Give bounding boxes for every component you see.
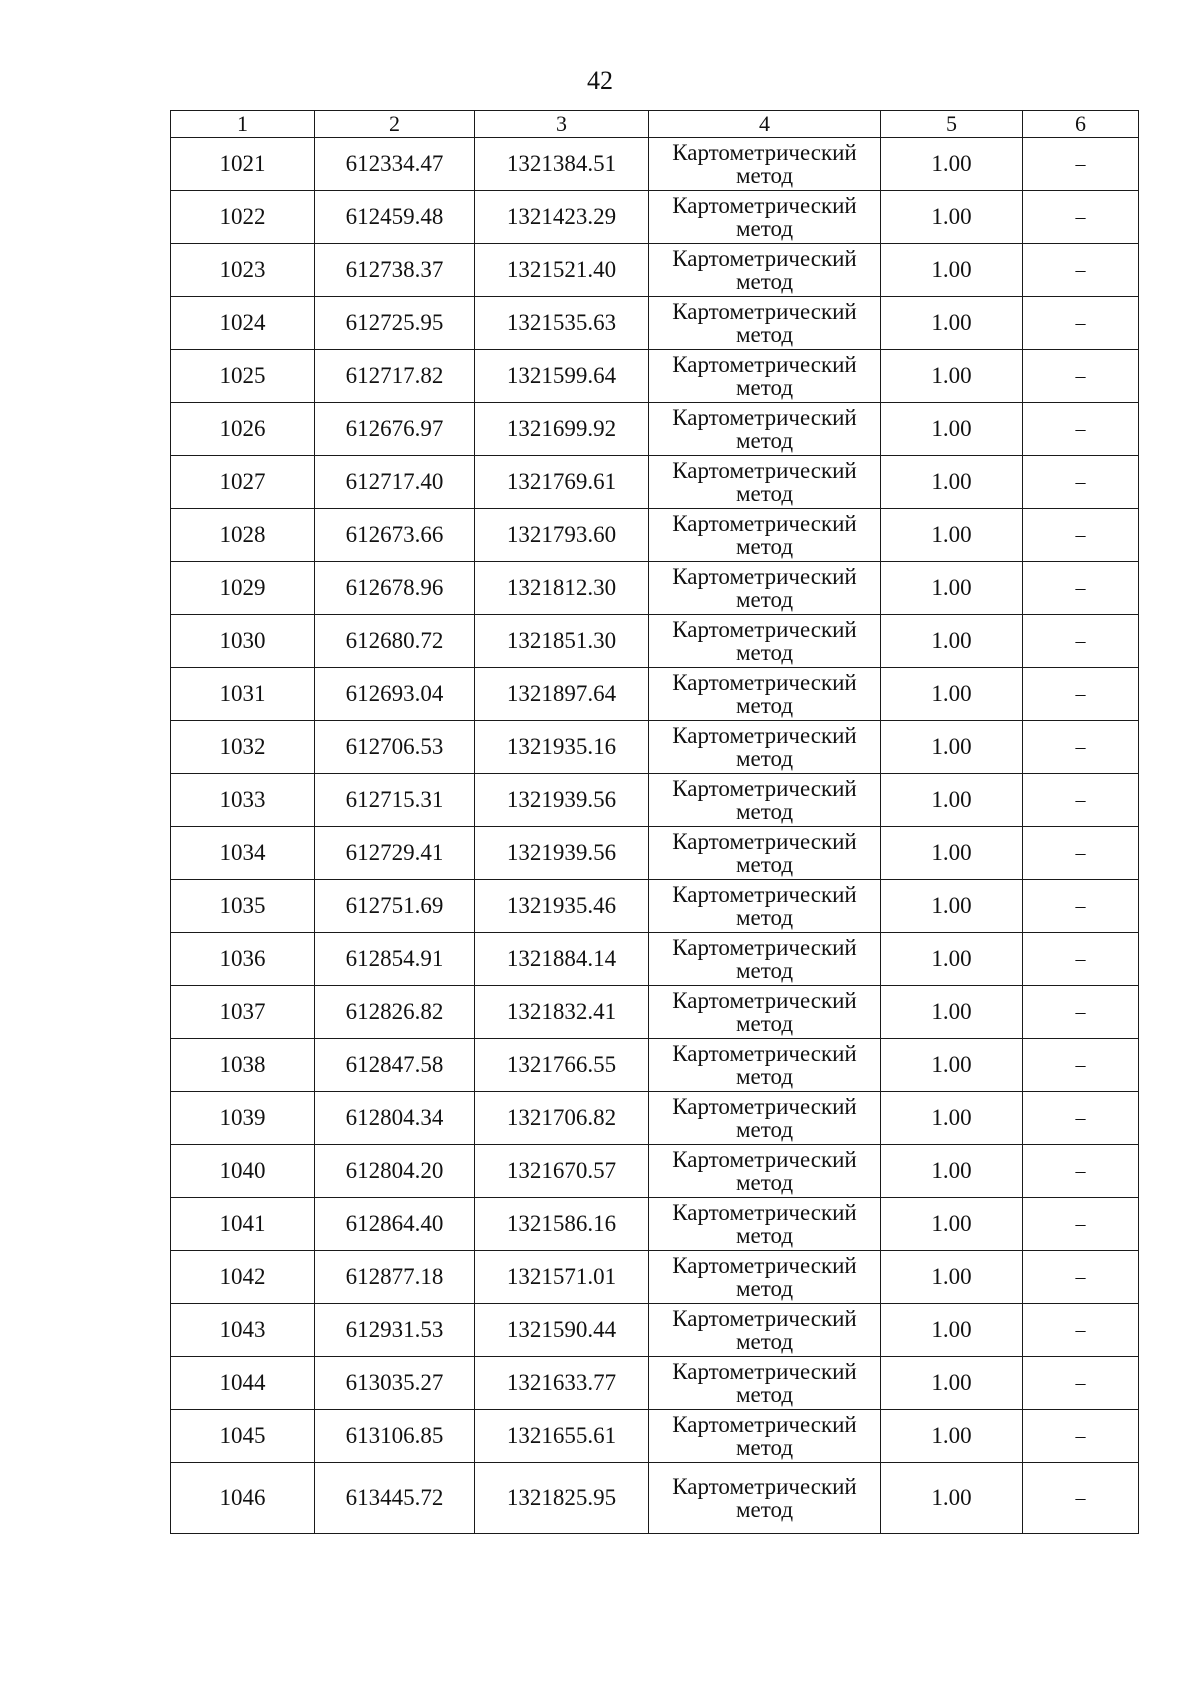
method-cell: Картометрический метод bbox=[649, 350, 881, 403]
table-row bbox=[171, 615, 1139, 668]
y-coordinate-cell: 1321586.16 bbox=[475, 1198, 649, 1251]
y-coordinate-cell: 1321766.55 bbox=[475, 1039, 649, 1092]
y-coordinate-cell: 1321535.63 bbox=[475, 297, 649, 350]
table-header bbox=[171, 111, 1139, 138]
x-coordinate-cell: 612751.69 bbox=[315, 880, 475, 933]
x-coordinate-cell: 612717.82 bbox=[315, 350, 475, 403]
note-cell: – bbox=[1023, 721, 1139, 774]
table-row bbox=[171, 880, 1139, 933]
method-cell: Картометрический метод bbox=[649, 191, 881, 244]
table-row bbox=[171, 509, 1139, 562]
y-coordinate-cell: 1321699.92 bbox=[475, 403, 649, 456]
accuracy-cell: 1.00 bbox=[881, 1410, 1023, 1463]
method-cell: Картометрический метод bbox=[649, 1410, 881, 1463]
x-coordinate-cell: 612459.48 bbox=[315, 191, 475, 244]
x-coordinate-cell: 612717.40 bbox=[315, 456, 475, 509]
method-cell: Картометрический метод bbox=[649, 721, 881, 774]
header-cell-4: 4 bbox=[649, 111, 881, 138]
table-row bbox=[171, 986, 1139, 1039]
accuracy-cell: 1.00 bbox=[881, 1092, 1023, 1145]
note-cell: – bbox=[1023, 1145, 1139, 1198]
accuracy-cell: 1.00 bbox=[881, 827, 1023, 880]
point-number-cell: 1046 bbox=[171, 1463, 315, 1534]
method-cell: Картометрический метод bbox=[649, 933, 881, 986]
point-number-cell: 1034 bbox=[171, 827, 315, 880]
header-cell-6: 6 bbox=[1023, 111, 1139, 138]
accuracy-cell: 1.00 bbox=[881, 456, 1023, 509]
x-coordinate-cell: 612804.20 bbox=[315, 1145, 475, 1198]
y-coordinate-cell: 1321884.14 bbox=[475, 933, 649, 986]
point-number-cell: 1026 bbox=[171, 403, 315, 456]
header-row bbox=[171, 111, 1139, 138]
method-cell: Картометрический метод bbox=[649, 138, 881, 191]
table-row bbox=[171, 1039, 1139, 1092]
table-row bbox=[171, 933, 1139, 986]
x-coordinate-cell: 612715.31 bbox=[315, 774, 475, 827]
note-cell: – bbox=[1023, 562, 1139, 615]
method-cell: Картометрический метод bbox=[649, 509, 881, 562]
y-coordinate-cell: 1321423.29 bbox=[475, 191, 649, 244]
accuracy-cell: 1.00 bbox=[881, 986, 1023, 1039]
point-number-cell: 1031 bbox=[171, 668, 315, 721]
point-number-cell: 1041 bbox=[171, 1198, 315, 1251]
y-coordinate-cell: 1321825.95 bbox=[475, 1463, 649, 1534]
point-number-cell: 1043 bbox=[171, 1304, 315, 1357]
coordinates-table bbox=[170, 110, 1139, 1534]
table-row bbox=[171, 297, 1139, 350]
point-number-cell: 1029 bbox=[171, 562, 315, 615]
x-coordinate-cell: 612678.96 bbox=[315, 562, 475, 615]
table-body bbox=[171, 138, 1139, 1534]
table-row bbox=[171, 1463, 1139, 1534]
note-cell: – bbox=[1023, 456, 1139, 509]
x-coordinate-cell: 613106.85 bbox=[315, 1410, 475, 1463]
y-coordinate-cell: 1321571.01 bbox=[475, 1251, 649, 1304]
x-coordinate-cell: 612725.95 bbox=[315, 297, 475, 350]
point-number-cell: 1039 bbox=[171, 1092, 315, 1145]
x-coordinate-cell: 612877.18 bbox=[315, 1251, 475, 1304]
y-coordinate-cell: 1321769.61 bbox=[475, 456, 649, 509]
y-coordinate-cell: 1321851.30 bbox=[475, 615, 649, 668]
note-cell: – bbox=[1023, 1251, 1139, 1304]
accuracy-cell: 1.00 bbox=[881, 297, 1023, 350]
note-cell: – bbox=[1023, 297, 1139, 350]
point-number-cell: 1025 bbox=[171, 350, 315, 403]
y-coordinate-cell: 1321521.40 bbox=[475, 244, 649, 297]
accuracy-cell: 1.00 bbox=[881, 933, 1023, 986]
point-number-cell: 1035 bbox=[171, 880, 315, 933]
table-row bbox=[171, 827, 1139, 880]
x-coordinate-cell: 612864.40 bbox=[315, 1198, 475, 1251]
note-cell: – bbox=[1023, 1092, 1139, 1145]
method-cell: Картометрический метод bbox=[649, 1357, 881, 1410]
method-cell: Картометрический метод bbox=[649, 1039, 881, 1092]
method-cell: Картометрический метод bbox=[649, 456, 881, 509]
accuracy-cell: 1.00 bbox=[881, 562, 1023, 615]
y-coordinate-cell: 1321384.51 bbox=[475, 138, 649, 191]
method-cell: Картометрический метод bbox=[649, 1145, 881, 1198]
x-coordinate-cell: 612676.97 bbox=[315, 403, 475, 456]
point-number-cell: 1030 bbox=[171, 615, 315, 668]
table-row bbox=[171, 1304, 1139, 1357]
method-cell: Картометрический метод bbox=[649, 615, 881, 668]
method-cell: Картометрический метод bbox=[649, 668, 881, 721]
table-row bbox=[171, 774, 1139, 827]
header-cell-5: 5 bbox=[881, 111, 1023, 138]
note-cell: – bbox=[1023, 350, 1139, 403]
table-row bbox=[171, 1198, 1139, 1251]
y-coordinate-cell: 1321599.64 bbox=[475, 350, 649, 403]
point-number-cell: 1040 bbox=[171, 1145, 315, 1198]
note-cell: – bbox=[1023, 244, 1139, 297]
note-cell: – bbox=[1023, 615, 1139, 668]
x-coordinate-cell: 612706.53 bbox=[315, 721, 475, 774]
note-cell: – bbox=[1023, 1039, 1139, 1092]
table-row bbox=[171, 1092, 1139, 1145]
x-coordinate-cell: 612729.41 bbox=[315, 827, 475, 880]
y-coordinate-cell: 1321812.30 bbox=[475, 562, 649, 615]
point-number-cell: 1033 bbox=[171, 774, 315, 827]
note-cell: – bbox=[1023, 403, 1139, 456]
y-coordinate-cell: 1321832.41 bbox=[475, 986, 649, 1039]
method-cell: Картометрический метод bbox=[649, 403, 881, 456]
accuracy-cell: 1.00 bbox=[881, 668, 1023, 721]
note-cell: – bbox=[1023, 1410, 1139, 1463]
x-coordinate-cell: 612847.58 bbox=[315, 1039, 475, 1092]
method-cell: Картометрический метод bbox=[649, 562, 881, 615]
point-number-cell: 1028 bbox=[171, 509, 315, 562]
table-row bbox=[171, 191, 1139, 244]
y-coordinate-cell: 1321935.16 bbox=[475, 721, 649, 774]
table-row bbox=[171, 1251, 1139, 1304]
y-coordinate-cell: 1321939.56 bbox=[475, 774, 649, 827]
table-row bbox=[171, 244, 1139, 297]
table-row bbox=[171, 1357, 1139, 1410]
method-cell: Картометрический метод bbox=[649, 1463, 881, 1534]
y-coordinate-cell: 1321935.46 bbox=[475, 880, 649, 933]
table-row bbox=[171, 668, 1139, 721]
point-number-cell: 1024 bbox=[171, 297, 315, 350]
point-number-cell: 1022 bbox=[171, 191, 315, 244]
method-cell: Картометрический метод bbox=[649, 244, 881, 297]
y-coordinate-cell: 1321793.60 bbox=[475, 509, 649, 562]
page-number: 42 bbox=[587, 66, 613, 95]
x-coordinate-cell: 612826.82 bbox=[315, 986, 475, 1039]
header-cell-2: 2 bbox=[315, 111, 475, 138]
table-row bbox=[171, 1145, 1139, 1198]
note-cell: – bbox=[1023, 880, 1139, 933]
table-row bbox=[171, 456, 1139, 509]
point-number-cell: 1036 bbox=[171, 933, 315, 986]
note-cell: – bbox=[1023, 986, 1139, 1039]
y-coordinate-cell: 1321897.64 bbox=[475, 668, 649, 721]
note-cell: – bbox=[1023, 668, 1139, 721]
point-number-cell: 1037 bbox=[171, 986, 315, 1039]
point-number-cell: 1023 bbox=[171, 244, 315, 297]
table-row bbox=[171, 350, 1139, 403]
table-row bbox=[171, 138, 1139, 191]
accuracy-cell: 1.00 bbox=[881, 1145, 1023, 1198]
y-coordinate-cell: 1321939.56 bbox=[475, 827, 649, 880]
x-coordinate-cell: 612693.04 bbox=[315, 668, 475, 721]
method-cell: Картометрический метод bbox=[649, 986, 881, 1039]
note-cell: – bbox=[1023, 138, 1139, 191]
x-coordinate-cell: 612334.47 bbox=[315, 138, 475, 191]
accuracy-cell: 1.00 bbox=[881, 191, 1023, 244]
y-coordinate-cell: 1321633.77 bbox=[475, 1357, 649, 1410]
y-coordinate-cell: 1321655.61 bbox=[475, 1410, 649, 1463]
accuracy-cell: 1.00 bbox=[881, 880, 1023, 933]
accuracy-cell: 1.00 bbox=[881, 1251, 1023, 1304]
header-cell-3: 3 bbox=[475, 111, 649, 138]
method-cell: Картометрический метод bbox=[649, 827, 881, 880]
accuracy-cell: 1.00 bbox=[881, 350, 1023, 403]
note-cell: – bbox=[1023, 191, 1139, 244]
x-coordinate-cell: 612804.34 bbox=[315, 1092, 475, 1145]
accuracy-cell: 1.00 bbox=[881, 615, 1023, 668]
y-coordinate-cell: 1321706.82 bbox=[475, 1092, 649, 1145]
point-number-cell: 1032 bbox=[171, 721, 315, 774]
method-cell: Картометрический метод bbox=[649, 1251, 881, 1304]
x-coordinate-cell: 612738.37 bbox=[315, 244, 475, 297]
accuracy-cell: 1.00 bbox=[881, 403, 1023, 456]
header-cell-1: 1 bbox=[171, 111, 315, 138]
accuracy-cell: 1.00 bbox=[881, 721, 1023, 774]
note-cell: – bbox=[1023, 509, 1139, 562]
accuracy-cell: 1.00 bbox=[881, 509, 1023, 562]
method-cell: Картометрический метод bbox=[649, 1092, 881, 1145]
table-row bbox=[171, 721, 1139, 774]
accuracy-cell: 1.00 bbox=[881, 1198, 1023, 1251]
point-number-cell: 1045 bbox=[171, 1410, 315, 1463]
method-cell: Картометрический метод bbox=[649, 774, 881, 827]
point-number-cell: 1021 bbox=[171, 138, 315, 191]
point-number-cell: 1038 bbox=[171, 1039, 315, 1092]
note-cell: – bbox=[1023, 827, 1139, 880]
accuracy-cell: 1.00 bbox=[881, 1463, 1023, 1534]
table-row bbox=[171, 403, 1139, 456]
accuracy-cell: 1.00 bbox=[881, 244, 1023, 297]
x-coordinate-cell: 612680.72 bbox=[315, 615, 475, 668]
accuracy-cell: 1.00 bbox=[881, 1039, 1023, 1092]
point-number-cell: 1042 bbox=[171, 1251, 315, 1304]
accuracy-cell: 1.00 bbox=[881, 138, 1023, 191]
x-coordinate-cell: 612931.53 bbox=[315, 1304, 475, 1357]
note-cell: – bbox=[1023, 1357, 1139, 1410]
y-coordinate-cell: 1321670.57 bbox=[475, 1145, 649, 1198]
method-cell: Картометрический метод bbox=[649, 880, 881, 933]
method-cell: Картометрический метод bbox=[649, 297, 881, 350]
accuracy-cell: 1.00 bbox=[881, 774, 1023, 827]
note-cell: – bbox=[1023, 1304, 1139, 1357]
method-cell: Картометрический метод bbox=[649, 1304, 881, 1357]
point-number-cell: 1044 bbox=[171, 1357, 315, 1410]
note-cell: – bbox=[1023, 774, 1139, 827]
accuracy-cell: 1.00 bbox=[881, 1357, 1023, 1410]
x-coordinate-cell: 613035.27 bbox=[315, 1357, 475, 1410]
x-coordinate-cell: 613445.72 bbox=[315, 1463, 475, 1534]
note-cell: – bbox=[1023, 1198, 1139, 1251]
x-coordinate-cell: 612673.66 bbox=[315, 509, 475, 562]
point-number-cell: 1027 bbox=[171, 456, 315, 509]
table-row bbox=[171, 562, 1139, 615]
table-row bbox=[171, 1410, 1139, 1463]
accuracy-cell: 1.00 bbox=[881, 1304, 1023, 1357]
note-cell: – bbox=[1023, 1463, 1139, 1534]
y-coordinate-cell: 1321590.44 bbox=[475, 1304, 649, 1357]
x-coordinate-cell: 612854.91 bbox=[315, 933, 475, 986]
note-cell: – bbox=[1023, 933, 1139, 986]
method-cell: Картометрический метод bbox=[649, 1198, 881, 1251]
